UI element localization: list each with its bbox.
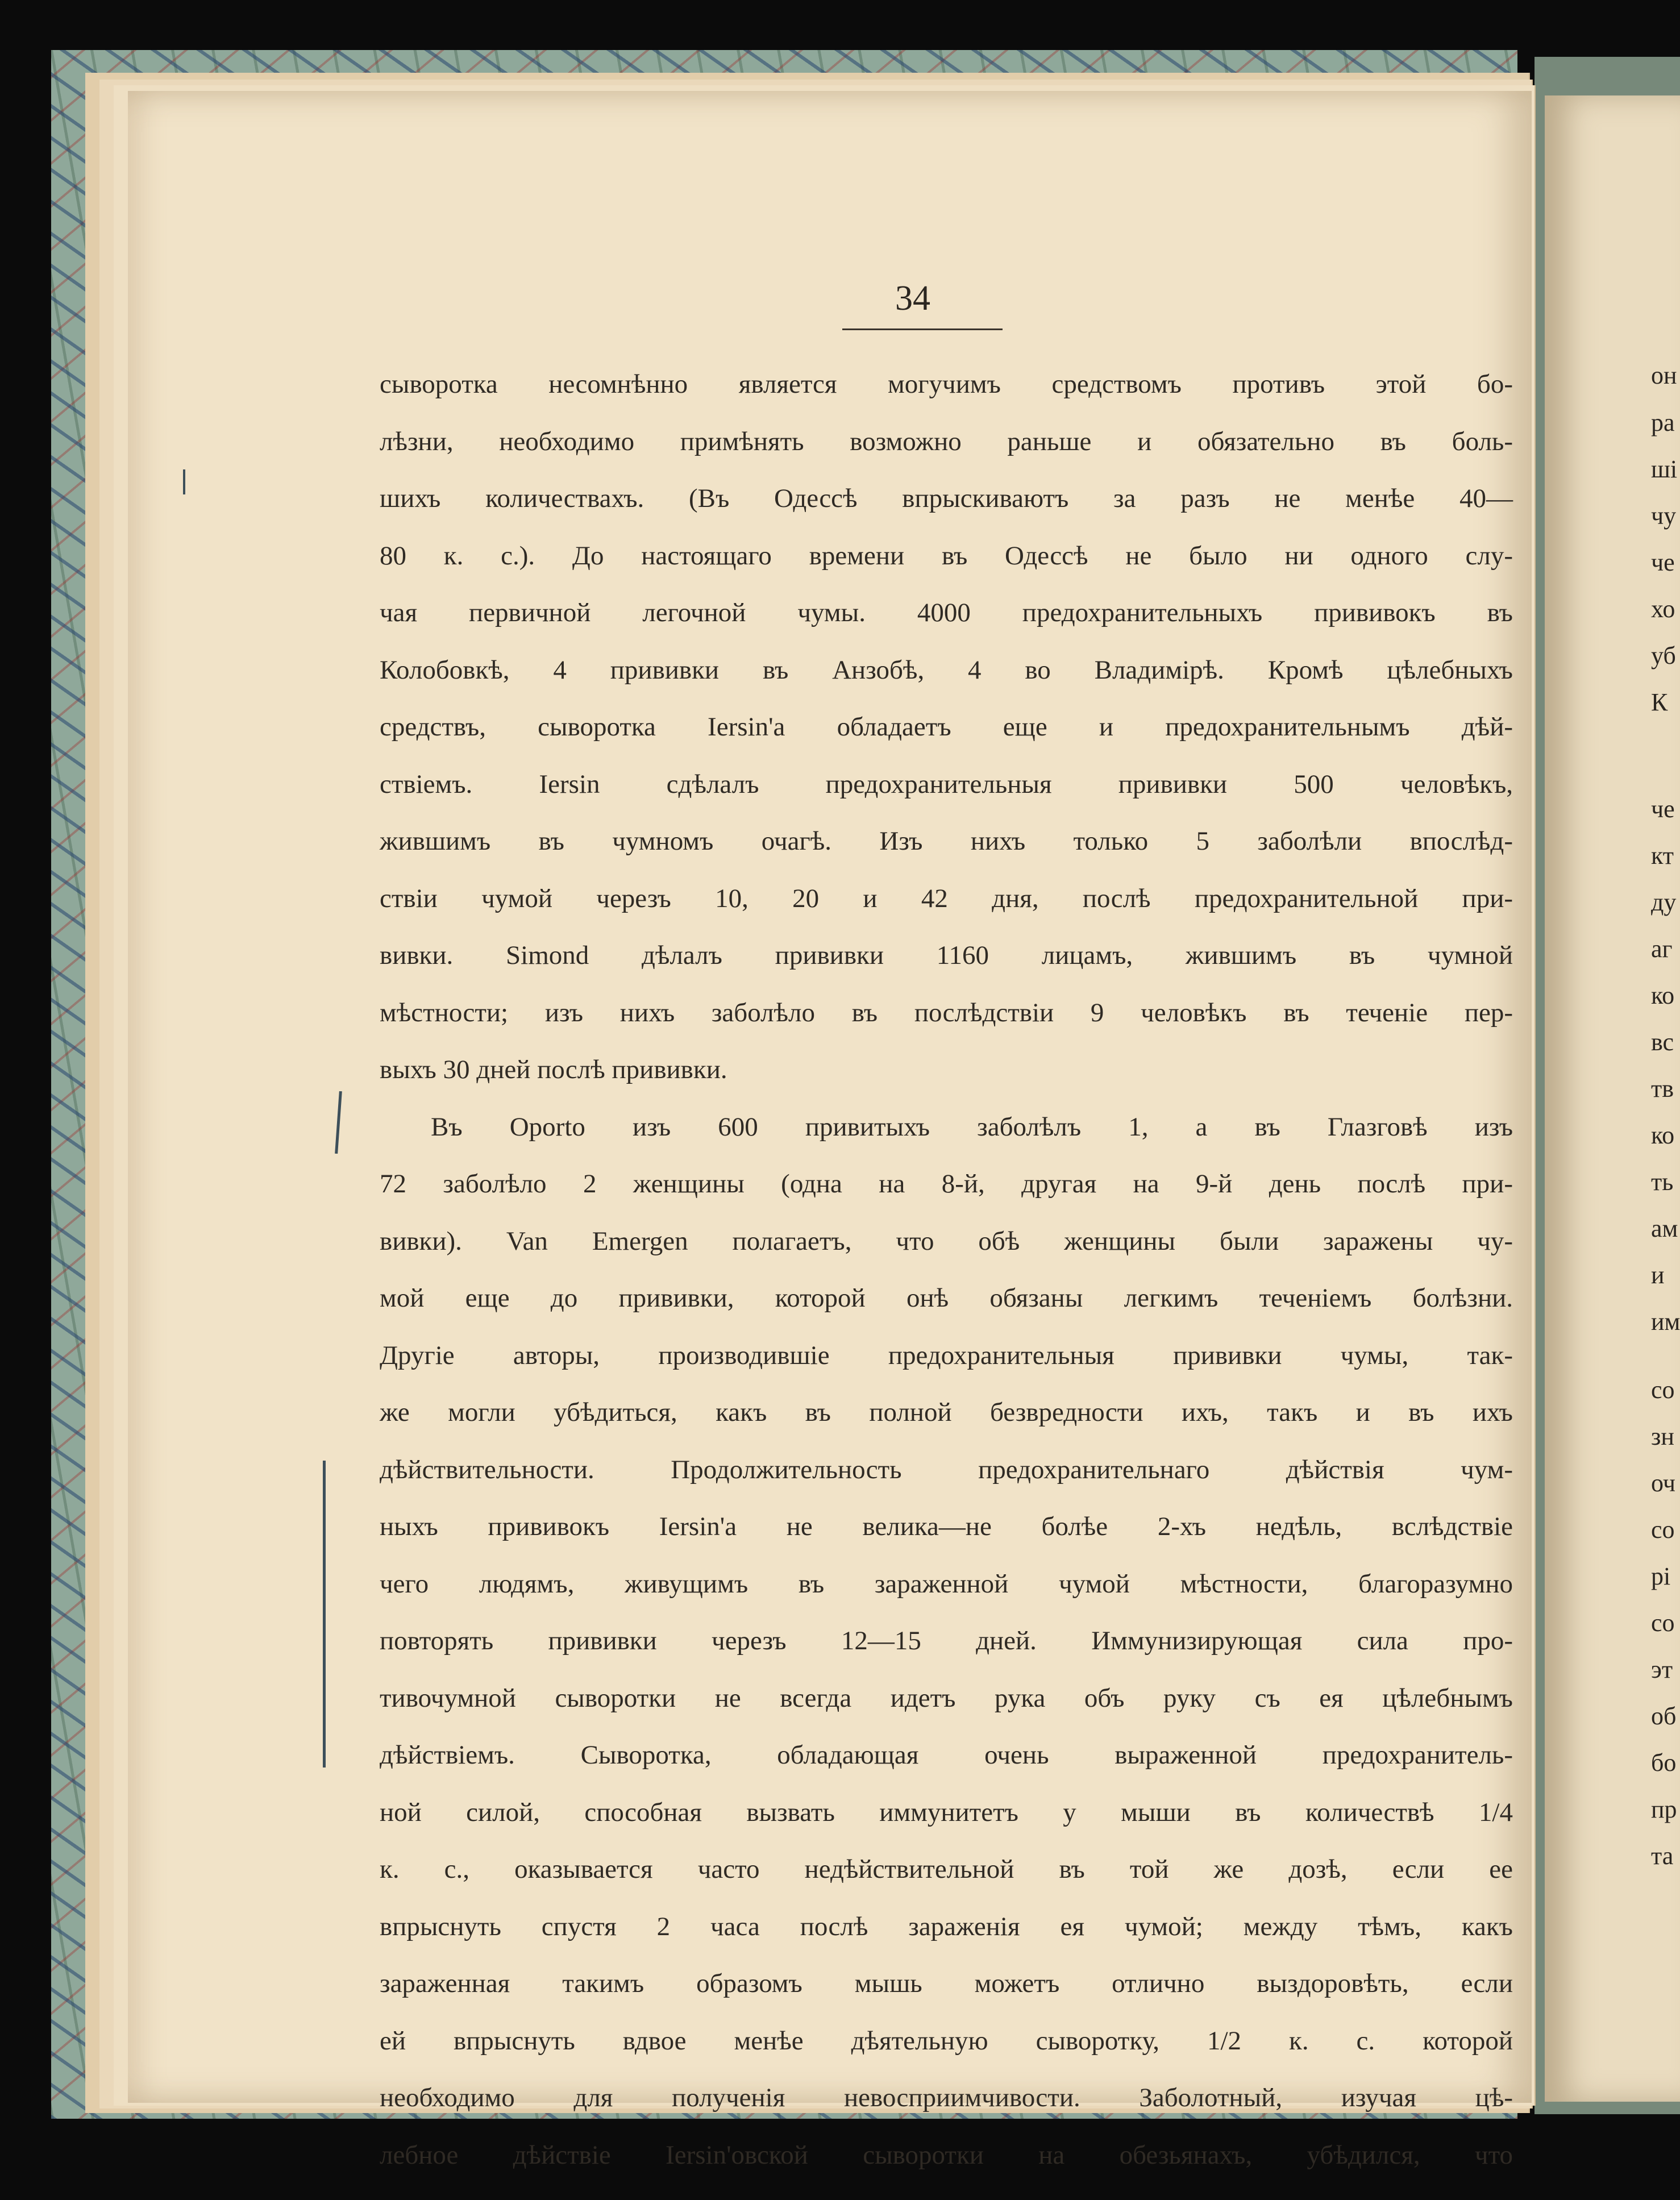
page-number: 34 [895,279,930,318]
next-page-fragment: об [1651,1702,1677,1730]
text-line: тивочумной сыворотки не всегда идетъ рука объ руку съ ея цѣлебнымъ [380,1683,1513,1713]
next-page-fragment: ра [1651,409,1675,436]
text-line: Въ Oporto изъ 600 привитыхъ заболѣлъ 1, а въ Глазговѣ изъ [431,1112,1513,1142]
pencil-mark [183,469,185,494]
next-page-fragment: хо [1651,595,1675,623]
next-page-fragment: уб [1651,642,1676,669]
next-page-fragment: тв [1651,1075,1674,1103]
next-page-fragment: со [1651,1609,1675,1637]
text-line: мѣстности; изъ нихъ заболѣло въ послѣдствіи 9 человѣкъ въ теченіе пер- [380,997,1513,1028]
next-page-fragment: со [1651,1376,1675,1404]
text-line: мой еще до прививки, которой онѣ обязаны легкимъ теченіемъ болѣзни. [380,1283,1513,1313]
text-line: вивки). Van Emergen полагаетъ, что обѣ женщины были заражены чу- [380,1226,1513,1256]
next-page-fragment: кт [1651,842,1674,870]
text-line: дѣйствіемъ. Сыворотка, обладающая очень выраженной предохранитель- [380,1740,1513,1770]
next-page-fragment: че [1651,548,1675,576]
next-page-fragment: бо [1651,1749,1677,1777]
text-line: Колобовкѣ, 4 прививки въ Анзобѣ, 4 во Владимірѣ. Кромѣ цѣлебныхъ [380,655,1513,685]
next-page-fragment: К [1651,688,1668,716]
text-line: Другіе авторы, производившіе предохранительныя прививки чумы, так- [380,1340,1513,1370]
next-page-fragment: ко [1651,982,1675,1009]
next-page-fragment: пр [1651,1795,1677,1823]
text-line: к. с., оказывается часто недѣйствительной въ той же дозѣ, если ее [380,1854,1513,1884]
text-line: зараженная такимъ образомъ мышь можетъ отлично выздоровѣть, если [380,1969,1513,1998]
text-line: сыворотка несомнѣнно является могучимъ средствомъ противъ этой бо- [380,369,1513,399]
next-page-fragment: ко [1651,1121,1675,1149]
pencil-mark [323,1461,326,1768]
text-line: ныхъ прививокъ Iersin'а не велика—не болѣе 2-хъ недѣль, вслѣдствіе [380,1512,1513,1541]
page-number-rule [842,328,1003,330]
next-page-fragment: рі [1651,1562,1671,1590]
text-line: же могли убѣдиться, какъ въ полной безвредности ихъ, такъ и въ ихъ [380,1398,1513,1427]
next-page-fragment: аг [1651,935,1673,963]
next-page-fragment: и [1651,1261,1665,1289]
next-page-fragment: зн [1651,1423,1674,1450]
text-line: лѣзни, необходимо примѣнять возможно раньше и обязательно въ боль- [380,426,1513,456]
next-page-fragment: че [1651,795,1675,823]
text-line: выхъ 30 дней послѣ прививки. [380,1055,727,1084]
next-page-fragment: та [1651,1842,1674,1870]
next-page-fragment: ть [1651,1168,1674,1196]
next-page-fragment: оч [1651,1469,1675,1497]
text-line: чая первичной легочной чумы. 4000 предохранительныхъ прививокъ въ [380,598,1513,627]
next-page-fragment: эт [1651,1656,1673,1683]
text-line: 80 к. с.). До настоящаго времени въ Одессѣ не было ни одного слу- [380,540,1513,571]
text-line: лебное дѣйствіе Iersin'овской сыворотки на обезьянахъ, убѣдился, что [380,2140,1513,2170]
text-line: 72 заболѣло 2 женщины (одна на 8-й, другая на 9-й день послѣ при- [380,1169,1513,1199]
text-line: необходимо для полученія невосприимчивости. Заболотный, изучая цѣ- [380,2083,1513,2112]
text-line: впрыснуть спустя 2 часа послѣ зараженія ея чумой; между тѣмъ, какъ [380,1911,1513,1941]
text-line: дѣйствительности. Продолжительность предохранительнаго дѣйствія чум- [380,1454,1513,1484]
next-page-fragment: ші [1651,455,1678,483]
next-page-fragment: он [1651,361,1677,389]
next-page-fragment: чу [1651,502,1677,530]
text-line: ствіи чумой черезъ 10, 20 и 42 дня, послѣ предохранительной при- [380,883,1513,913]
body-text [380,356,1513,2184]
text-line: ной силой, способная вызвать иммунитетъ у мыши въ количествѣ 1/4 [380,1797,1513,1827]
text-line: повторять прививки черезъ 12—15 дней. Иммунизирующая сила про- [380,1626,1513,1656]
text-line: ей впрыснуть вдвое менѣе дѣятельную сыворотку, 1/2 к. с. которой [380,2026,1513,2056]
next-page-fragment: ду [1651,888,1677,916]
text-line: чего людямъ, живущимъ въ зараженной чумой мѣстности, благоразумно [380,1569,1513,1599]
text-line: шихъ количествахъ. (Въ Одессѣ впрыскиваютъ за разъ не менѣе 40— [380,484,1513,513]
text-line: средствъ, сыворотка Iersin'а обладаетъ еще и предохранительнымъ дѣй- [380,712,1513,742]
text-line: вивки. Simond дѣлалъ прививки 1160 лицамъ, жившимъ въ чумной [380,941,1513,970]
text-line: жившимъ въ чумномъ очагѣ. Изъ нихъ только 5 заболѣли впослѣд- [380,826,1513,856]
next-page-fragment: ам [1651,1215,1678,1242]
text-line: ствіемъ. Iersin сдѣлалъ предохранительныя прививки 500 человѣкъ, [380,769,1513,799]
next-page-fragment: со [1651,1516,1675,1544]
next-page-fragment: им [1651,1308,1680,1336]
next-page-fragment: вс [1651,1028,1674,1056]
